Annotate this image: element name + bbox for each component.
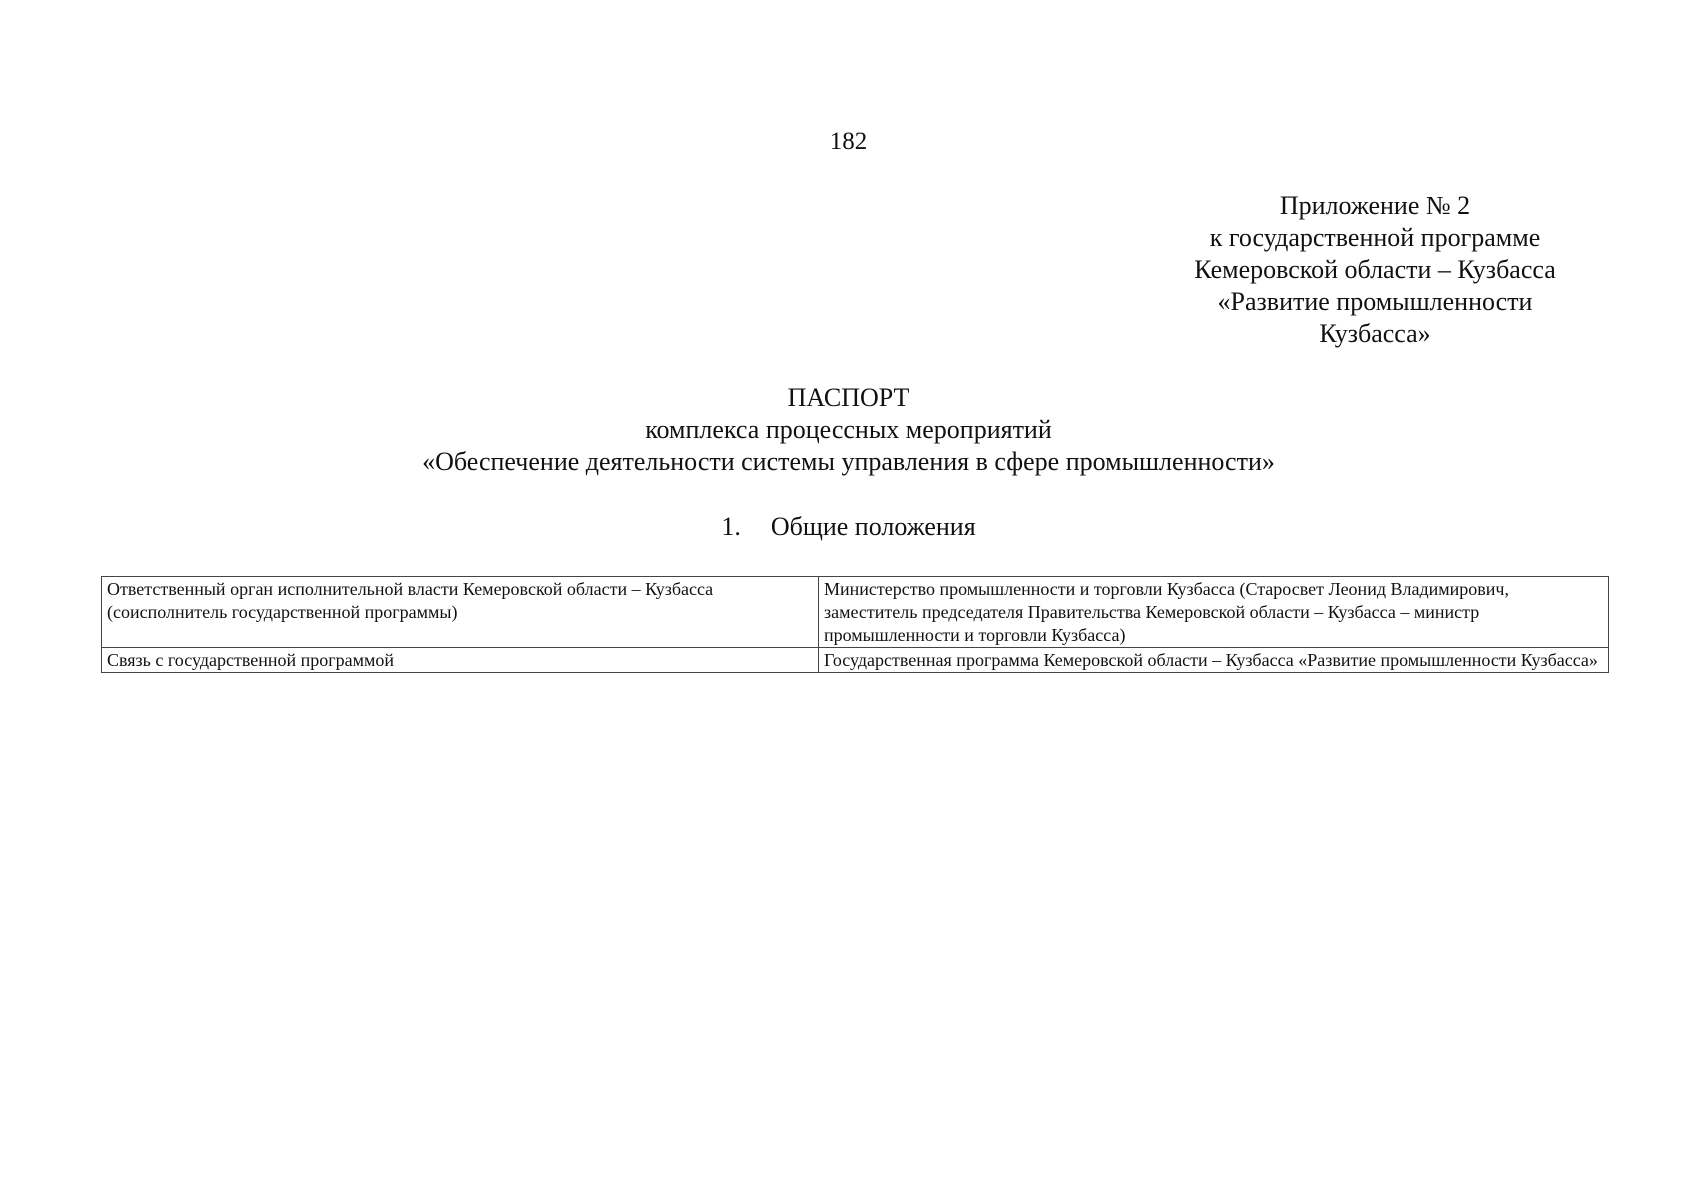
appendix-line: Кузбасса» [1319,319,1431,348]
page-number: 182 [829,128,868,155]
table-cell-label: Ответственный орган исполнительной власти Кемеровской области – Кузбасса (соисполнитель государственной программы) [102,577,819,648]
appendix-line: Кемеровской области – Кузбасса [1194,255,1556,284]
title-line-passport: ПАСПОРТ [787,383,910,412]
appendix-note [1140,190,1610,350]
section-number: 1. [721,512,741,541]
appendix-line: «Развитие промышленности [1217,287,1533,316]
appendix-line: Приложение № 2 [1279,191,1471,220]
table-cell-value: Министерство промышленности и торговли Кузбасса (Старосвет Леонид Владимирович, заместитель председателя Правительства Кемеровской области – Кузбасса – министр промышленности и торговли Кузбасса) [819,577,1609,648]
table-cell-label: Связь с государственной программой [102,648,819,673]
general-provisions-table [101,576,1609,673]
section-label: Общие положения [770,512,976,541]
table-row [102,577,1609,648]
document-title [0,382,1697,478]
table-cell-value: Государственная программа Кемеровской области – Кузбасса «Развитие промышленности Кузбасса» [819,648,1609,673]
title-line-complex: комплекса процессных мероприятий [645,415,1052,444]
section-heading [0,512,1697,542]
table-row [102,648,1609,673]
appendix-line: к государственной программе [1209,223,1541,252]
title-line-name: «Обеспечение деятельности системы управления в сфере промышленности» [422,447,1275,476]
